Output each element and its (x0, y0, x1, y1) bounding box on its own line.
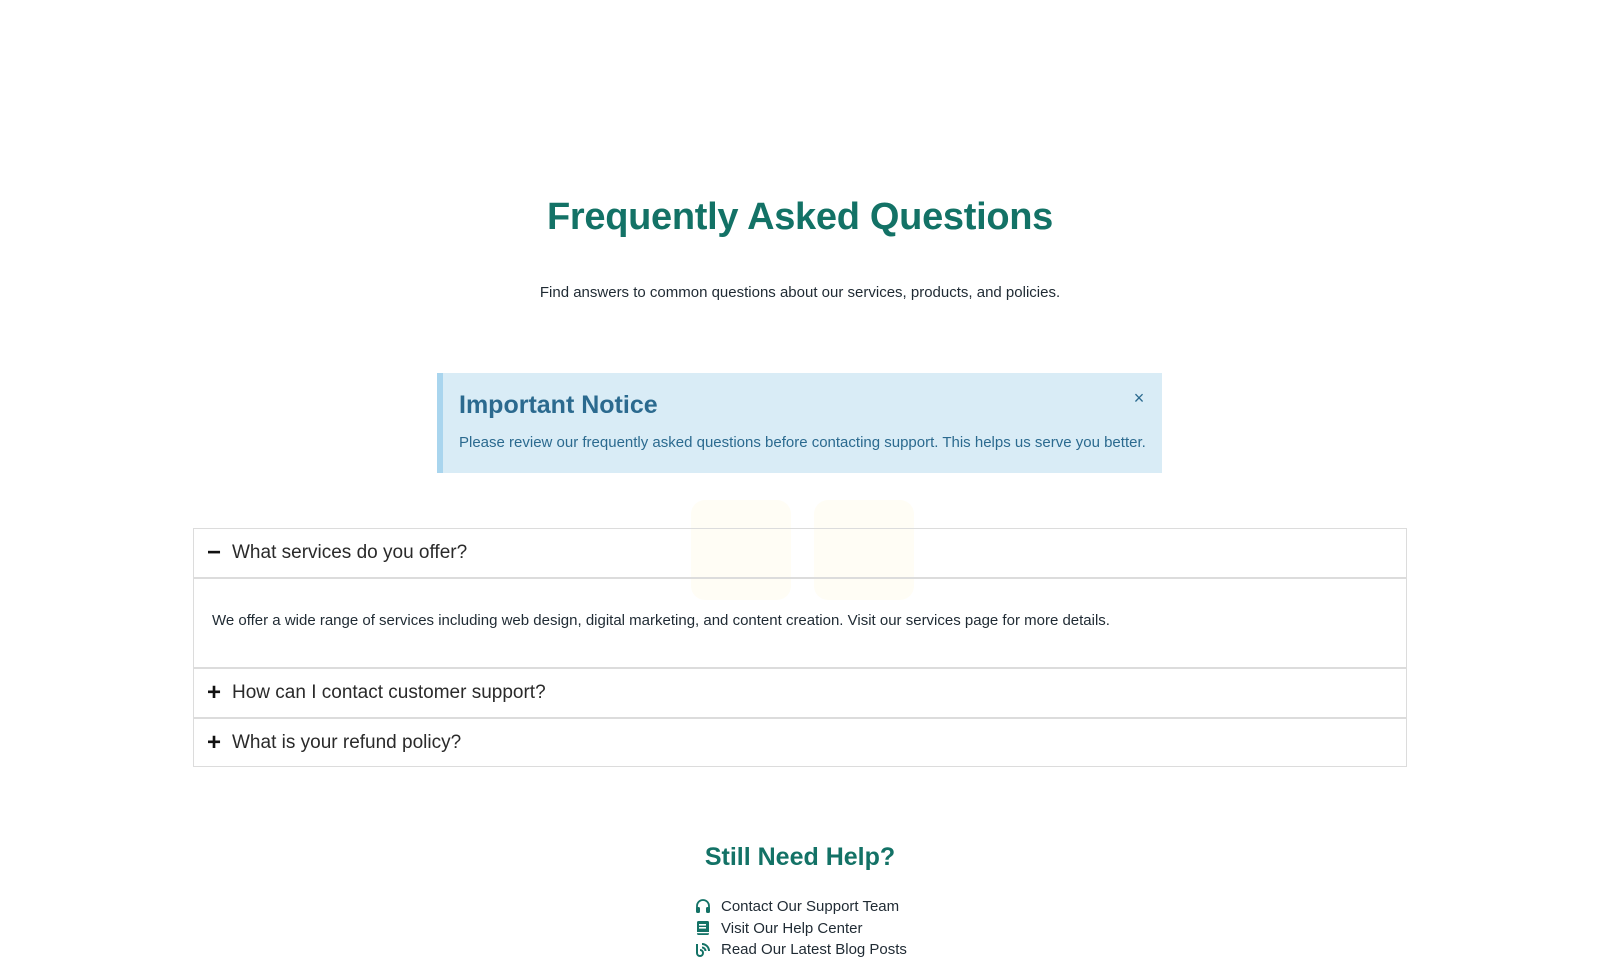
book-icon (694, 920, 712, 936)
help-section-title: Still Need Help? (704, 843, 896, 871)
page-title: Frequently Asked Questions (546, 196, 1054, 238)
faq-question: How can I contact customer support? (232, 682, 546, 703)
page-subtitle: Find answers to common questions about our services, products, and policies. (539, 284, 1061, 301)
notice-title: Important Notice (459, 391, 658, 419)
help-link-label: Read Our Latest Blog Posts (721, 941, 907, 959)
faq-accordion (193, 528, 1407, 767)
faq-question: What services do you offer? (232, 542, 468, 563)
faq-item-contact-support[interactable] (194, 669, 1406, 719)
help-link-label: Contact Our Support Team (721, 898, 900, 916)
faq-item-refund-policy[interactable] (194, 719, 1406, 766)
plus-icon: + (206, 679, 221, 706)
headset-icon (694, 899, 712, 915)
faq-question: What is your refund policy? (232, 731, 462, 753)
blog-icon (694, 942, 712, 958)
faq-answer-panel (194, 579, 1406, 669)
help-link-support-team[interactable] (694, 896, 907, 918)
help-link-blog-posts[interactable] (694, 939, 907, 961)
important-notice-alert (437, 373, 1162, 473)
faq-answer-text: We offer a wide range of services including web design, digital marketing, and content creation. Visit our services page for more details. (212, 612, 1110, 629)
help-links-list (694, 896, 907, 961)
faq-item-services[interactable] (194, 529, 1406, 579)
plus-icon: + (206, 728, 221, 756)
help-link-help-center[interactable] (694, 918, 907, 940)
help-link-label: Visit Our Help Center (721, 919, 863, 937)
minus-icon: − (206, 539, 221, 566)
notice-text: Please review our frequently asked questions before contacting support. This helps us serve you better. (459, 434, 1146, 451)
close-icon[interactable]: × (1133, 388, 1145, 408)
